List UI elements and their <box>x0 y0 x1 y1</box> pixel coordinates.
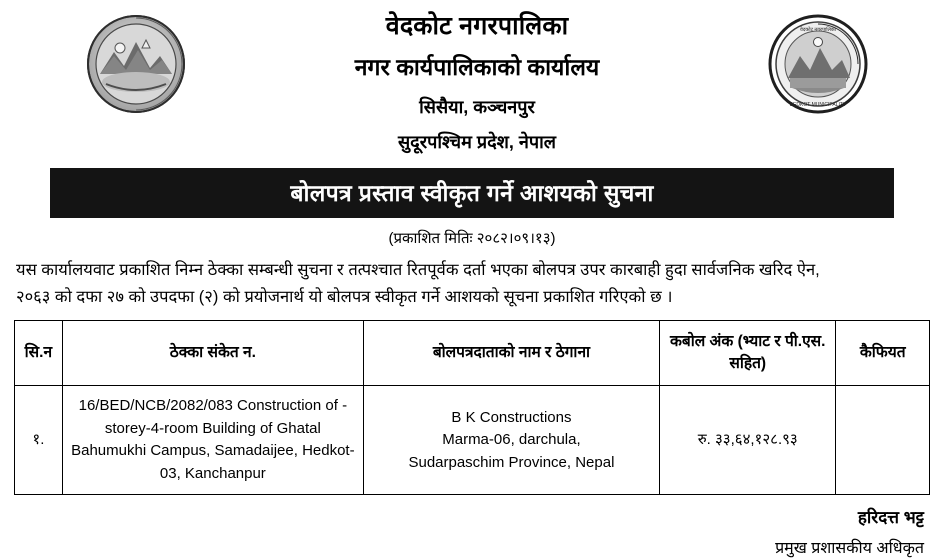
document-header <box>14 6 930 166</box>
signatory-name: हरिदत्त भट्ट <box>857 508 924 528</box>
bedkot-municipality-logo-icon <box>766 12 870 116</box>
cell-bidder-name-address <box>363 386 659 495</box>
publish-date: (प्रकाशित मितिः २०८२।०९।१३) <box>388 230 556 247</box>
office-province: सुदूरपश्चिम प्रदेश, नेपाल <box>398 131 556 152</box>
cell-quoted-amount: रु. ३३,६४,१२८.९३ <box>659 386 836 495</box>
th-remarks: कैफियत <box>836 321 930 386</box>
th-quoted-amount: कबोल अंक (भ्याट र पी.एस. सहित) <box>659 321 836 386</box>
cell-contract-ref: 16/BED/NCB/2082/083 Construction of -storey-4-room Building of Ghatal Bahumukhi Campus, Samadaijee, Hedkot-03, Kanchanpur <box>62 386 363 495</box>
svg-text:BEDKOT MUNICIPALITY: BEDKOT MUNICIPALITY <box>789 102 847 108</box>
bid-table-body <box>15 386 930 495</box>
notice-body-line-1: यस कार्यालयवाट प्रकाशित निम्न ठेक्का सम्बन्धी सुचना र तत्पश्चात रितपूर्वक दर्ता भएका बोलपत्र उपर कारबाही हुदा सार्वजनिक खरिद ऐन, <box>16 261 820 279</box>
notice-title-banner: बोलपत्र प्रस्ताव स्वीकृत गर्ने आशयको सुचना <box>50 168 894 218</box>
cell-serial-number: १. <box>15 386 63 495</box>
municipality-name: वेदकोट नगरपालिका <box>385 12 569 40</box>
th-bidder-name-address: बोलपत्रदाताको नाम र ठेगाना <box>363 321 659 386</box>
bidder-address-line-1: Marma-06, darchula, <box>442 431 581 449</box>
nepal-government-emblem-icon <box>84 12 188 116</box>
cell-remarks <box>836 386 930 495</box>
signature-block <box>14 505 930 558</box>
bidder-name: B K Constructions <box>451 408 572 426</box>
notice-body-line-2: २०६३ को दफा २७ को उपदफा (२) को प्रयोजनार्थ यो बोलपत्र स्वीकृत गर्ने आशयको सूचना प्रकाशित गरिएको छ । <box>16 287 673 306</box>
signatory-title: प्रमुख प्रशासकीय अधिकृत <box>775 540 924 558</box>
bid-table-head <box>15 321 930 386</box>
table-header-row <box>15 321 930 386</box>
office-name: नगर कार्यपालिकाको कार्यालय <box>354 54 600 81</box>
notice-body <box>14 257 930 310</box>
table-row <box>15 386 930 495</box>
bid-table <box>14 320 930 495</box>
th-serial-number: सि.न <box>15 321 63 386</box>
svg-text:वेदकोट नगरपालिका: वेदकोट नगरपालिका <box>799 27 837 33</box>
office-address: सिसैया, कञ्चनपुर <box>419 96 535 117</box>
th-contract-ref: ठेक्का संकेत न. <box>62 321 363 386</box>
bidder-address-line-2: Sudarpaschim Province, Nepal <box>408 453 615 471</box>
office-heading <box>188 6 766 155</box>
